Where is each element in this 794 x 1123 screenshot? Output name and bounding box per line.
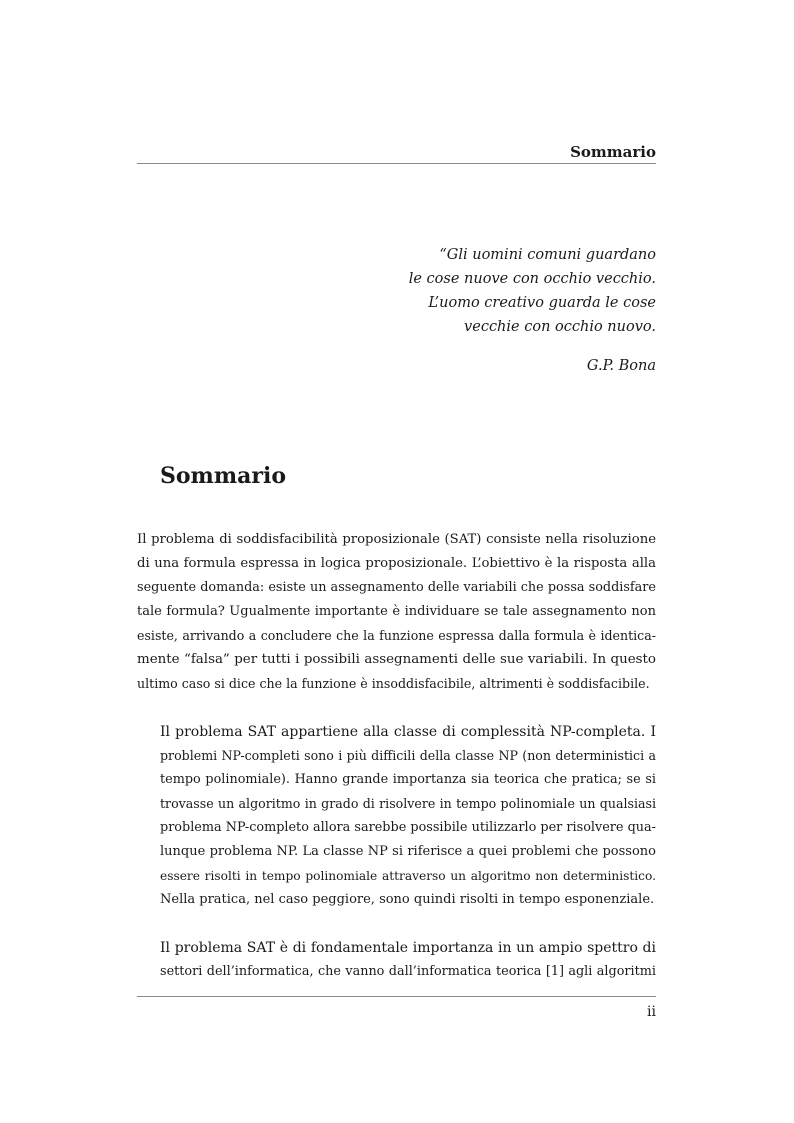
- text-line: lunque problema NP. La classe NP si riferisce a quei problemi che possono: [160, 844, 656, 859]
- text-line: Il problema SAT è di fondamentale importanza in un ampio spettro di: [160, 940, 656, 956]
- text-line: Il problema di soddisfacibilità proposizionale (SAT) consiste nella risoluzione: [137, 532, 656, 547]
- text-line: problema NP-completo allora sarebbe possibile utilizzarlo per risolvere qua-: [160, 820, 656, 835]
- epigraph: [380, 243, 656, 378]
- text-line: problemi NP-completi sono i più difficili della classe NP (non deterministici a: [160, 748, 656, 763]
- body-text: [137, 528, 656, 984]
- epigraph-line: L’uomo creativo guarda le cose: [428, 295, 656, 311]
- text-line: essere risolti in tempo polinomiale attraverso un algoritmo non deterministico.: [160, 869, 656, 883]
- paragraph: [137, 528, 656, 696]
- text-line: trovasse un algoritmo in grado di risolvere in tempo polinomiale un qualsiasi: [160, 796, 656, 811]
- text-line: tale formula? Ugualmente importante è individuare se tale assegnamento non: [137, 604, 656, 619]
- footer-rule: [137, 996, 656, 997]
- page-number: ii: [647, 1004, 656, 1020]
- epigraph-line: “Gli uomini comuni guardano: [439, 247, 656, 263]
- text-line: tempo polinomiale). Hanno grande importanza sia teorica che pratica; se si: [160, 772, 656, 787]
- header-rule: [137, 163, 656, 164]
- paragraph: [137, 936, 656, 984]
- text-line: settori dell’informatica, che vanno dall’informatica teorica [1] agli algoritmi: [160, 964, 656, 979]
- text-line: Nella pratica, nel caso peggiore, sono quindi risolti in tempo esponenziale.: [160, 892, 655, 907]
- text-line: mente “falsa” per tutti i possibili assegnamenti delle sue variabili. In questo: [137, 652, 656, 667]
- running-header: Sommario: [570, 143, 656, 161]
- epigraph-line: le cose nuove con occhio vecchio.: [408, 271, 656, 287]
- epigraph-author: G.P. Bona: [586, 358, 656, 374]
- text-line: seguente domanda: esiste un assegnamento delle variabili che possa soddisfare: [137, 580, 656, 595]
- text-line: esiste, arrivando a concludere che la funzione espressa dalla formula è identica-: [137, 628, 656, 643]
- paragraph: [137, 720, 656, 912]
- chapter-title: Sommario: [160, 463, 286, 489]
- text-line: ultimo caso si dice che la funzione è insoddisfacibile, altrimenti è soddisfacibile.: [137, 676, 650, 691]
- epigraph-line: vecchie con occhio nuovo.: [464, 319, 656, 335]
- text-line: di una formula espressa in logica proposizionale. L’obiettivo è la risposta alla: [137, 556, 656, 571]
- text-line: Il problema SAT appartiene alla classe di complessità NP-completa. I: [160, 724, 656, 740]
